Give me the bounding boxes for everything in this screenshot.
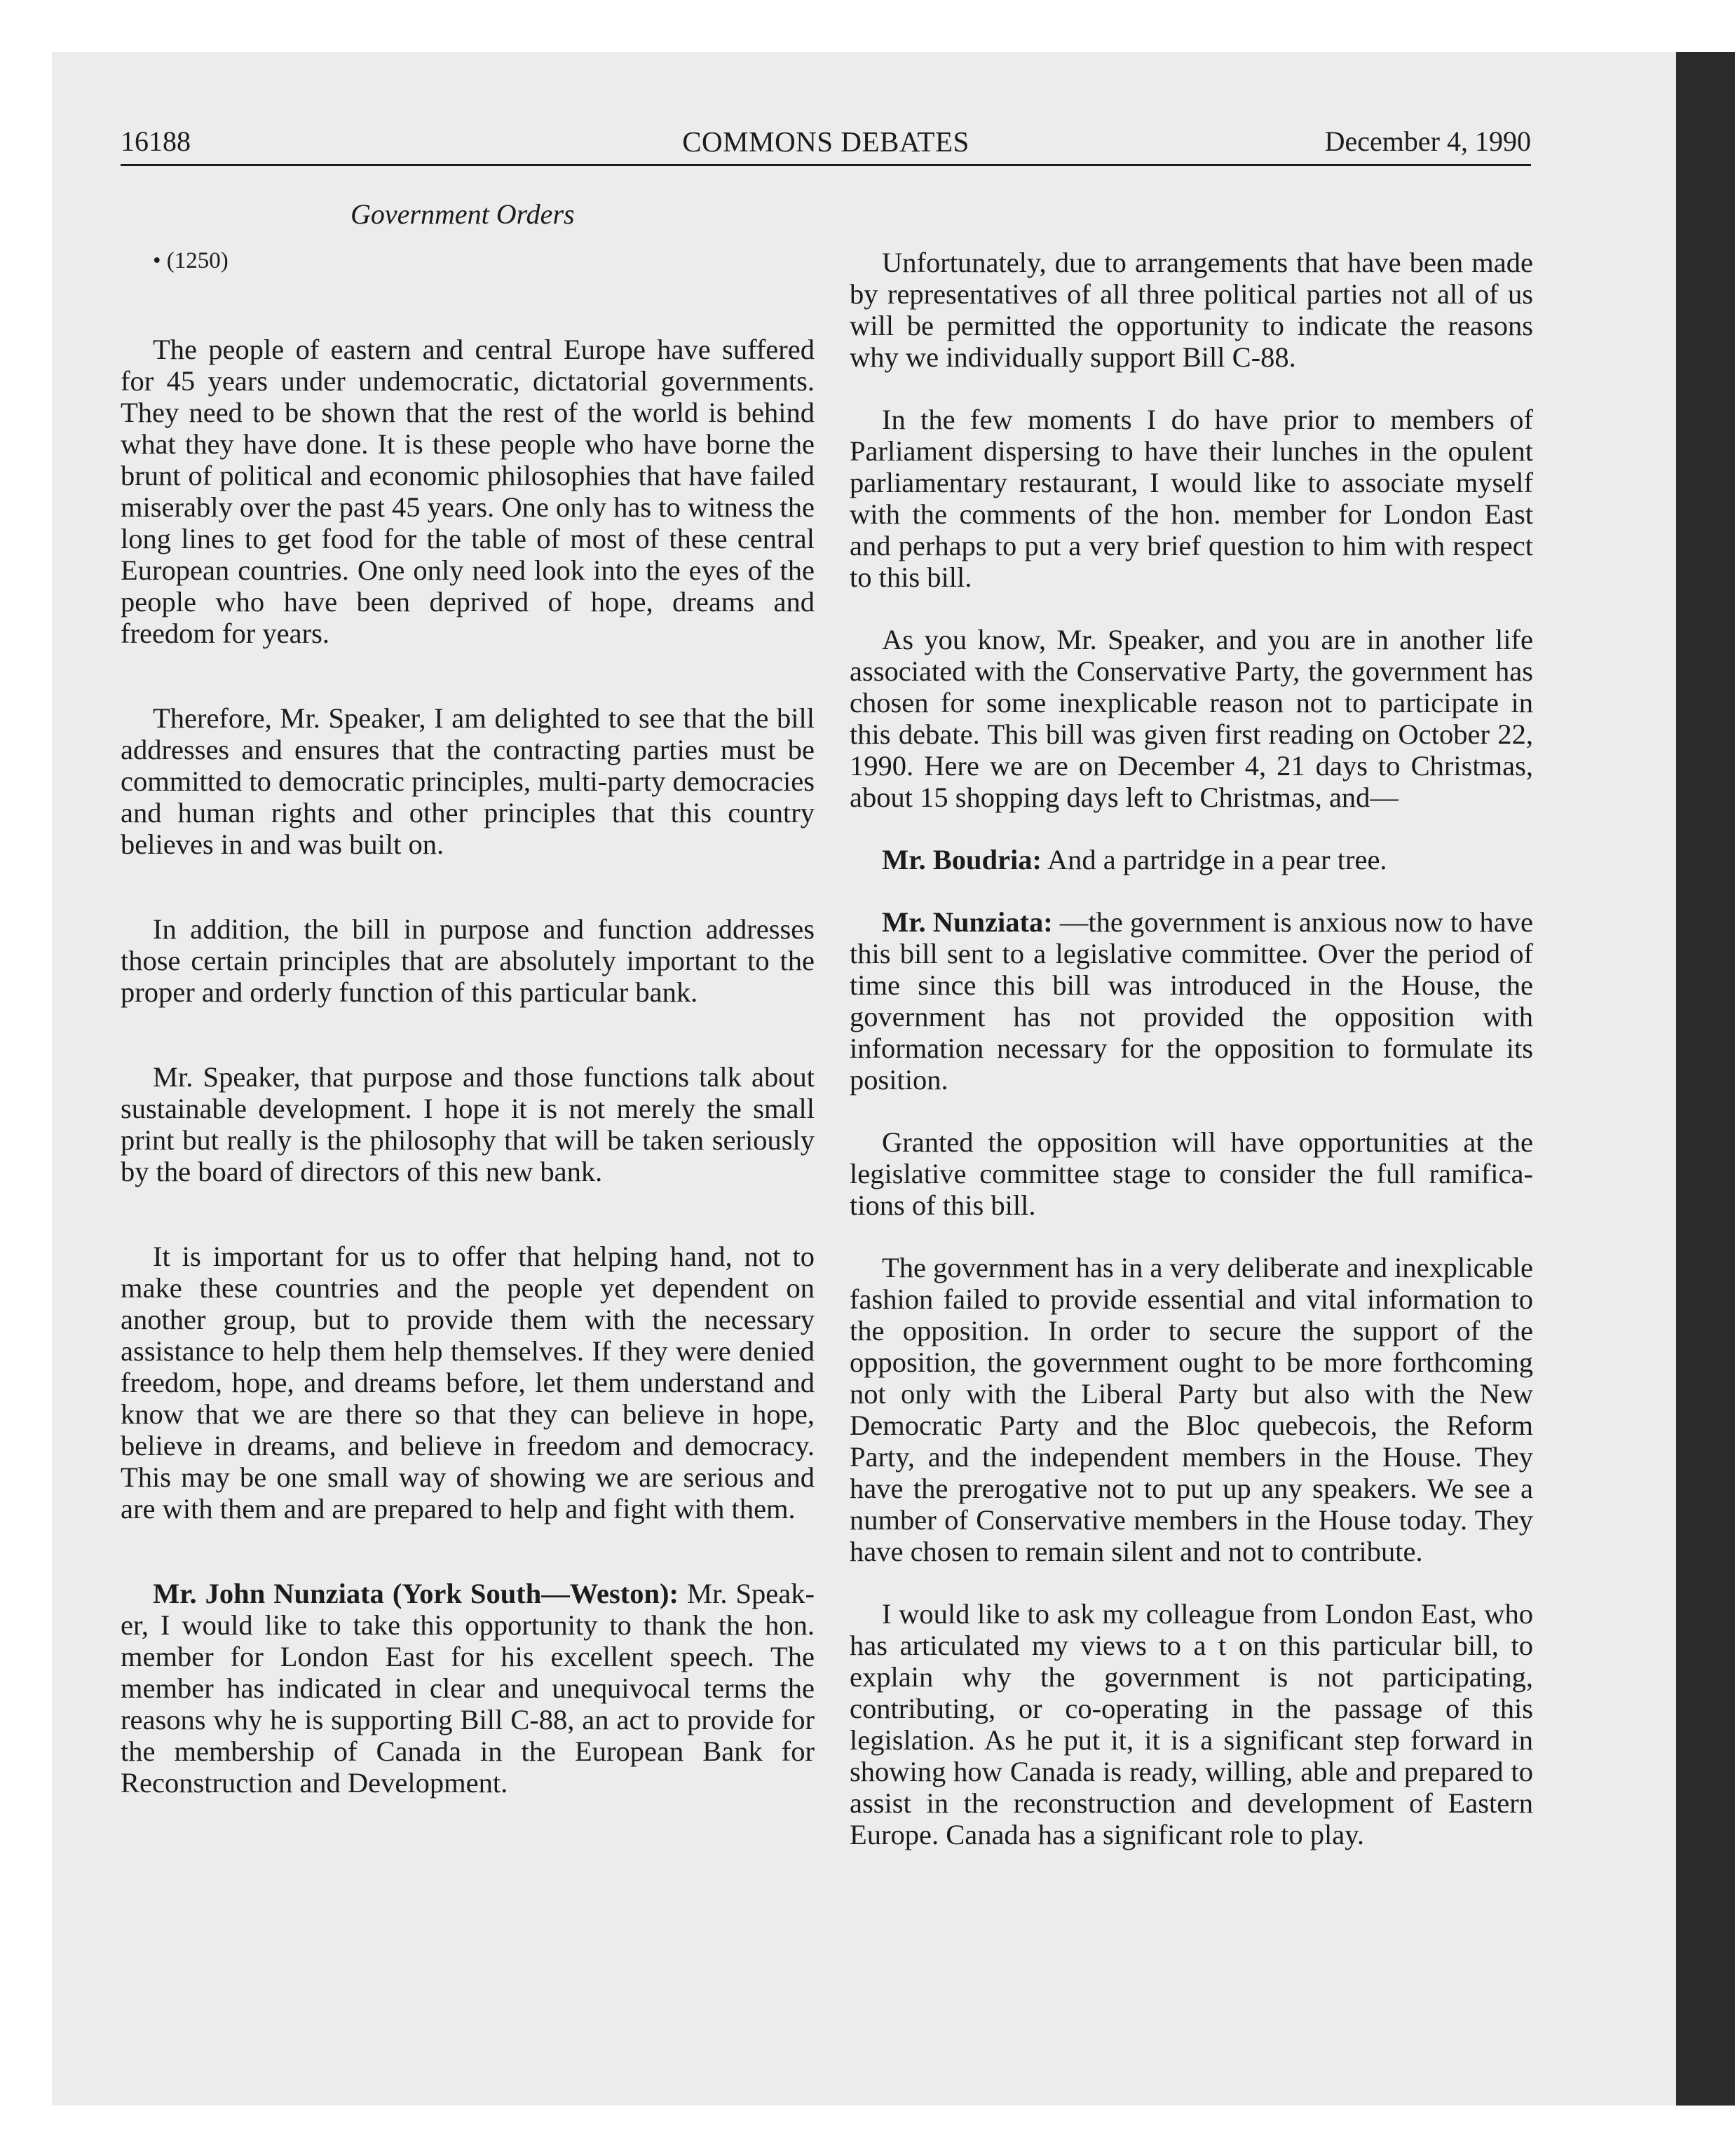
paragraph: As you know, Mr. Speaker, and you are in another life associated with the Conservative Party, the government has chosen for some inexplicable reason not to participate in this debate. This bill was given first reading on October 22, 1990. Here we are on December 4, 21 days to Christmas, about 15 shopping days left to Christmas, and— — [850, 624, 1533, 813]
publication-date: December 4, 1990 — [1324, 125, 1531, 157]
speech-paragraph — [850, 906, 1533, 1096]
speaker-name: Mr. Boudria: — [882, 844, 1042, 875]
paragraph: Mr. Speaker, that purpose and those functions talk about sustainable development. I hope it is not merely the small print but really is the philosophy that will be taken seriously by the board of directors of this new bank. — [121, 1061, 815, 1187]
speaker-name: Mr. Nunziata: — [882, 906, 1053, 938]
page-header — [121, 119, 1531, 166]
speech-text: Mr. Speaker, I would like to take this opportunity to thank the hon. member for London East for his excellent speech. The member has indicated in clear and unequivocal terms the reasons why he is supporting Bill C-88, an act to provide for the membership of Canada in the European Bank for Reconstruction and Development. — [121, 1578, 815, 1799]
paragraph: The people of eastern and central Europe have suffered for 45 years under undemocratic, dictatorial governments. They need to be shown that the rest of the world is behind what they have done. It is these people who have borne the brunt of political and economic philosophies that have failed miserably over the past 45 years. One only has to witness the long lines to get food for the table of most of these central European countries. One only need look into the eyes of the people who have been deprived of hope, dreams and freedom for years. — [121, 334, 815, 649]
paragraph: I would like to ask my colleague from London East, who has articulated my views to a t on this particular bill, to explain why the government is not participating, contributing, or co-operating in the passage of this legislation. As he put it, it is a significant step forward in showing how Canada is ready, willing, able and prepared to assist in the reconstruction and development of Eastern Europe. Canada has a significant role to play. — [850, 1598, 1533, 1850]
speech-paragraph — [850, 844, 1533, 875]
speech-text: —the government is anxious now to have this bill sent to a legislative committee. Over the period of time since this bill was introduced in the House, the government has not provided the opposition with information necessary for the opposition to formulate its position. — [850, 906, 1533, 1096]
publication-title: COMMONS DEBATES — [682, 125, 969, 158]
paragraph: The government has in a very deliberate and inexplicable fashion failed to provide essential and vital information to the opposition. In order to secure the support of the opposition, the government ought to be more forthcoming not only with the Liberal Party but also with the New Democratic Party and the Bloc quebecois, the Reform Party, and the independent members in the House. They have the prerogative not to put up any speakers. We see a number of Conservative members in the House today. They have chosen to remain silent and not to contribute. — [850, 1252, 1533, 1567]
paragraph: Therefore, Mr. Speaker, I am delighted to see that the bill addresses and ensures that the contracting parties must be committed to democratic principles, multi-party democracies and human rights and other principles that this country believes in and was built on. — [121, 702, 815, 860]
speaker-name: Mr. John Nunziata (York South—Weston): — [153, 1578, 679, 1609]
speech-text: And a partridge in a pear tree. — [1042, 844, 1387, 875]
timestamp: • (1250) — [153, 248, 229, 273]
paragraph: Granted the opposition will have opportunities at the legislative committee stage to consider the full ramifications of this bill. — [850, 1126, 1533, 1221]
scan-edge-shadow — [1676, 52, 1735, 2106]
section-heading: Government Orders — [351, 198, 575, 230]
paragraph: In addition, the bill in purpose and function addresses those certain principles that are absolutely important to the proper and orderly function of this particular bank. — [121, 913, 815, 1008]
left-column — [121, 247, 815, 1799]
paragraph: In the few moments I do have prior to members of Parliament dispersing to have their lunches in the opulent parliamentary restaurant, I would like to associate myself with the comments of the hon. member for London East and perhaps to put a very brief question to him with respect to this bill. — [850, 404, 1533, 593]
paragraph: It is important for us to offer that helping hand, not to make these countries and the people yet dependent on another group, but to provide them with the necessary assistance to help them help themselves. If they were denied freedom, hope, and dreams before, let them understand and know that we are there so that they can believe in hope, believe in dreams, and believe in freedom and democracy. This may be one small way of showing we are serious and are with them and are prepared to help and fight with them. — [121, 1241, 815, 1524]
paragraph: Unfortunately, due to arrangements that have been made by representatives of all three political parties not all of us will be permitted the opportunity to indicate the reasons why we individually support Bill C-88. — [850, 247, 1533, 373]
speech-paragraph — [121, 1578, 815, 1799]
right-column — [850, 247, 1533, 1850]
page-number: 16188 — [121, 125, 191, 157]
